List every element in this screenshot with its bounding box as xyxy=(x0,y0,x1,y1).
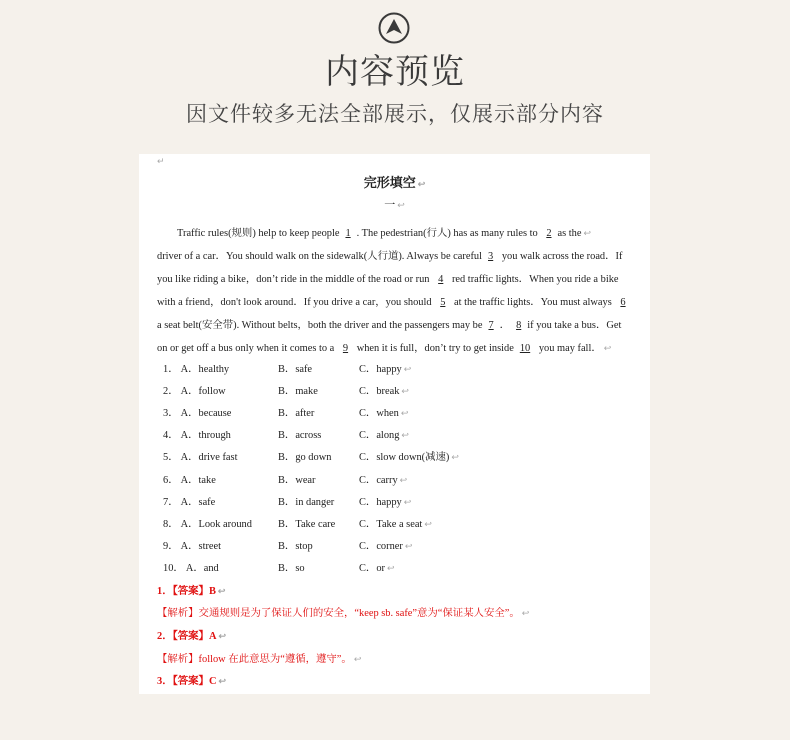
option-b: B．wear xyxy=(278,475,316,486)
option-a: 8． A．Look around xyxy=(163,519,252,530)
passage-text: with a friend，don't look around．If you drive a car，you should xyxy=(157,297,432,308)
option-c: C．happy ↩ xyxy=(359,364,412,375)
option-b: B．so xyxy=(278,563,305,574)
option-row xyxy=(163,426,633,442)
passage-text: . The pedestrian(行人) has as many rules to xyxy=(356,228,538,239)
option-row xyxy=(163,493,633,509)
passage-line xyxy=(157,316,621,331)
option-b: B．in danger xyxy=(278,497,335,508)
option-row xyxy=(163,559,633,575)
option-row xyxy=(163,471,633,487)
document-title-text: 完形填空 xyxy=(363,175,416,190)
passage-text: a seat belt(安全带). Without belts，both the driver and the passengers may be xyxy=(157,320,483,331)
passage-line xyxy=(177,224,591,239)
option-a: 7． A．safe xyxy=(163,497,216,508)
option-c: C．or ↩ xyxy=(359,563,395,574)
explanation-line: 【解析】交通规则是为了保证人们的安全，“keep sb. safe”意为“保证某人安全”。 ↩ xyxy=(157,608,530,619)
section-number xyxy=(139,196,650,212)
option-row xyxy=(163,404,633,420)
paragraph-mark: ↵ xyxy=(157,156,165,166)
passage-line xyxy=(157,270,619,285)
page-subtitle: 因文件较多无法全部展示，仅展示部分内容 xyxy=(186,102,604,126)
return-mark: ↩ xyxy=(603,343,612,353)
option-c: C．carry ↩ xyxy=(359,475,408,486)
passage-text: you like riding a bike，don’t ride in the middle of the road or run xyxy=(157,274,430,285)
option-row xyxy=(163,515,633,531)
return-mark: ↩ xyxy=(417,179,426,189)
passage-text: driver of a car．You should walk on the sidewalk(人行道). Always be careful xyxy=(157,251,483,262)
option-a: 3． A．because xyxy=(163,408,232,419)
return-mark: ↩ xyxy=(397,200,405,210)
passage-text: red traffic lights．When you ride a bike xyxy=(451,274,619,285)
option-b: B．go down xyxy=(278,452,332,463)
option-c: C．when ↩ xyxy=(359,408,409,419)
option-c: C．Take a seat ↩ xyxy=(359,519,432,530)
option-a: 5． A．drive fast xyxy=(163,452,238,463)
blank-8: 8 xyxy=(516,320,522,331)
blank-10: 10 xyxy=(519,343,531,354)
chevron-up-circle-icon xyxy=(378,12,410,44)
option-row xyxy=(163,448,633,464)
explanation-line: 【解析】follow 在此意思为“遵循，遵守”。 ↩ xyxy=(157,654,362,665)
page-title: 内容预览 xyxy=(325,52,465,92)
option-a: 6． A．take xyxy=(163,475,216,486)
passage-line xyxy=(157,247,622,262)
blank-5: 5 xyxy=(440,297,446,308)
passage-text: as the xyxy=(557,228,582,239)
blank-4: 4 xyxy=(438,274,444,285)
option-c: C．along ↩ xyxy=(359,430,409,441)
option-b: B．across xyxy=(278,430,322,441)
passage-text: Traffic rules(规则) help to keep people xyxy=(177,228,340,239)
passage-text: if you take a bus．Get xyxy=(527,320,622,331)
blank-7: 7 xyxy=(488,320,494,331)
option-b: B．Take care xyxy=(278,519,336,530)
passage-text: you may fall． xyxy=(538,343,602,354)
option-row xyxy=(163,360,633,376)
blank-9: 9 xyxy=(342,343,349,354)
document-title xyxy=(139,172,650,191)
option-b: B．make xyxy=(278,386,318,397)
answer-line: 2．【答案】A ↩ xyxy=(157,631,226,642)
passage-text: ． xyxy=(499,320,511,331)
blank-6: 6 xyxy=(620,297,626,308)
passage-text: when it is full，don’t try to get inside xyxy=(356,343,514,354)
answer-line: 1．【答案】B ↩ xyxy=(157,586,226,597)
option-b: B．safe xyxy=(278,364,313,375)
document-preview xyxy=(139,154,650,694)
passage-line xyxy=(157,293,632,308)
passage-line xyxy=(157,339,611,354)
option-a: 4． A．through xyxy=(163,430,231,441)
option-row xyxy=(163,382,633,398)
blank-2: 2 xyxy=(546,228,552,239)
option-c: C．slow down(减速) ↩ xyxy=(359,452,459,463)
blank-1: 1 xyxy=(345,228,351,239)
option-b: B．after xyxy=(278,408,315,419)
option-a: 9． A．street xyxy=(163,541,222,552)
option-a: 10． A．and xyxy=(163,563,219,574)
passage-text: at the traffic lights．You must always xyxy=(454,297,612,308)
answer-line: 3．【答案】C ↩ xyxy=(157,676,226,687)
option-c: C．corner ↩ xyxy=(359,541,413,552)
passage-text: you walk across the road．If xyxy=(501,251,623,262)
option-b: B．stop xyxy=(278,541,313,552)
option-a: 2． A．follow xyxy=(163,386,226,397)
return-mark: ↩ xyxy=(583,228,592,238)
option-c: C．break ↩ xyxy=(359,386,409,397)
section-number-text: 一 xyxy=(384,199,396,211)
option-a: 1． A．healthy xyxy=(163,364,230,375)
option-row xyxy=(163,537,633,553)
passage-text: on or get off a bus only when it comes to a xyxy=(157,343,335,354)
blank-3: 3 xyxy=(488,251,494,262)
option-c: C．happy ↩ xyxy=(359,497,412,508)
